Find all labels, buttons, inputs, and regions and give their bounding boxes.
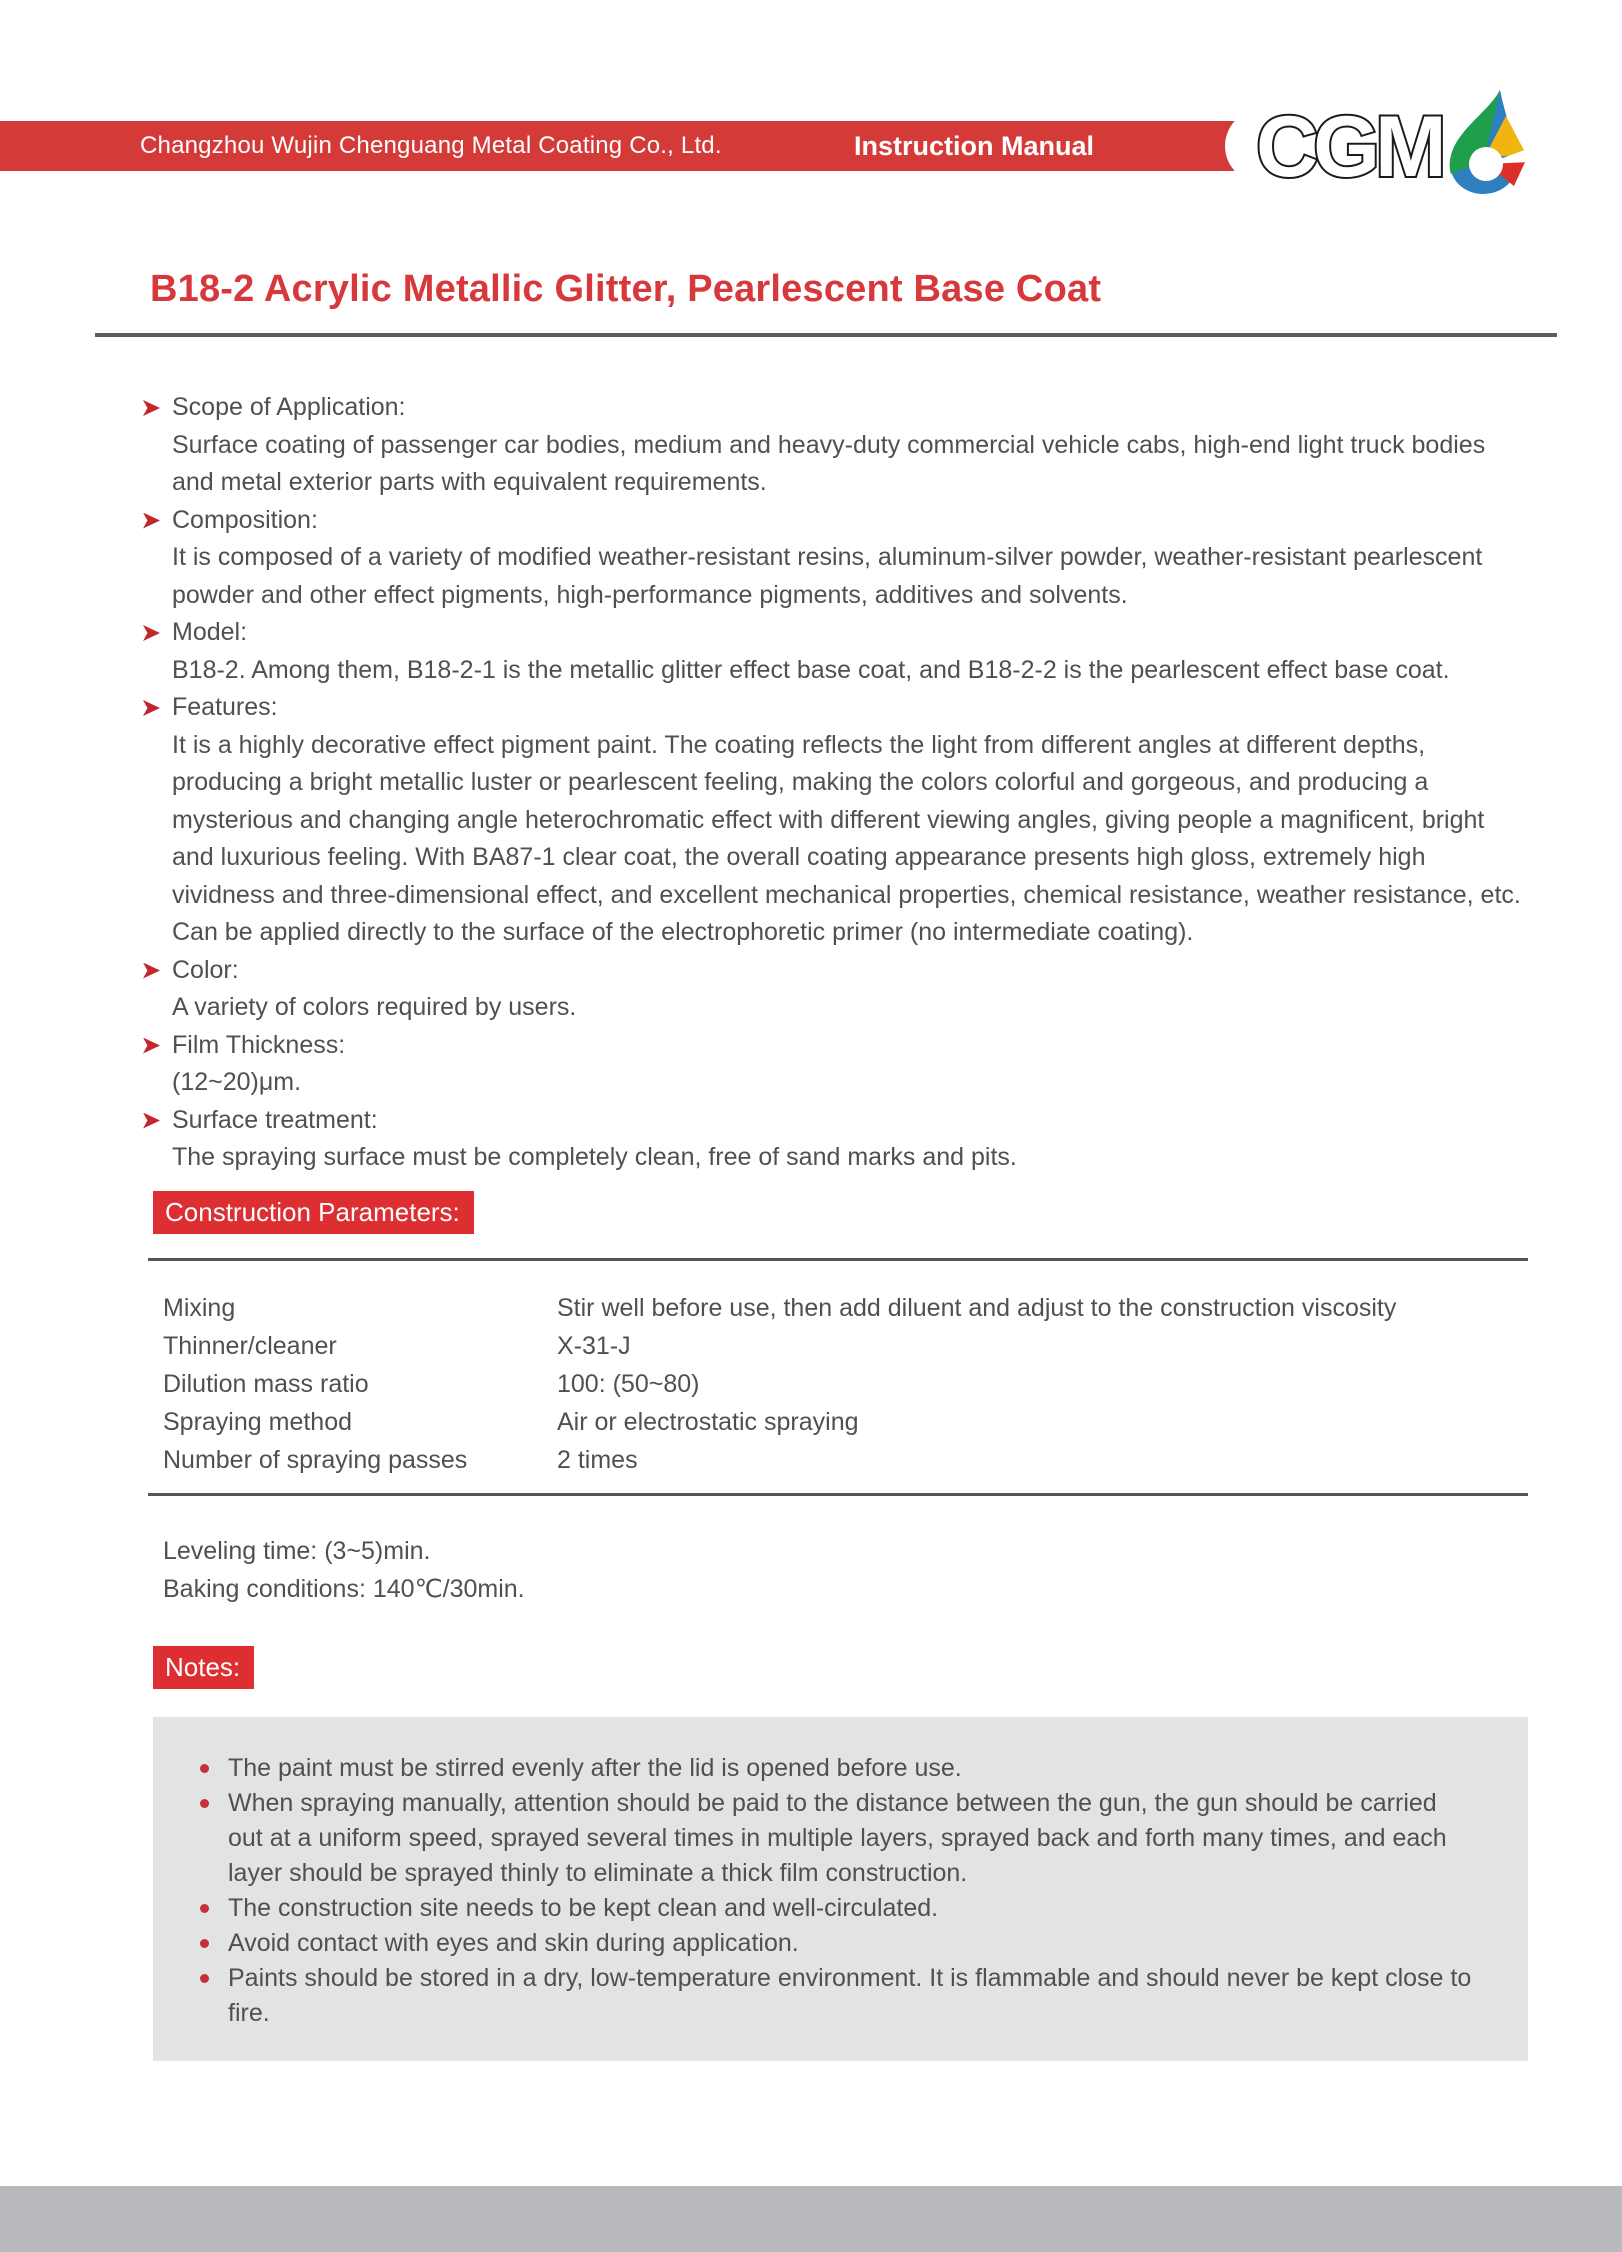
list-item (175, 1786, 1473, 1891)
arrow-bullet-icon (143, 963, 160, 979)
notes-badge: Notes: (153, 1646, 254, 1689)
spec-heading (143, 389, 1528, 427)
param-value: 100: (50~80) (557, 1369, 700, 1398)
param-label: Number of spraying passes (163, 1445, 468, 1474)
spec-heading-label: Features: (172, 693, 278, 721)
table-row (163, 1365, 1622, 1403)
spec-item-surface-treatment (143, 1102, 1528, 1177)
list-item (175, 1961, 1473, 2031)
param-label: Spraying method (163, 1407, 353, 1436)
notes-list (175, 1751, 1473, 2031)
arrow-bullet-icon (143, 700, 160, 716)
company-name: Changzhou Wujin Chenguang Metal Coating Co., Ltd. (140, 132, 722, 159)
param-value: 2 times (557, 1445, 638, 1474)
doc-type-label: Instruction Manual (853, 131, 1094, 161)
parameters-table (163, 1289, 1622, 1479)
dot-bullet-icon (200, 1939, 209, 1948)
construction-parameters-badge: Construction Parameters: (153, 1191, 474, 1234)
header-banner (0, 121, 1262, 171)
spec-body: The spraying surface must be completely clean, free of sand marks and pits. (172, 1143, 1017, 1171)
baking-conditions-note: Baking conditions: 140℃/30min. (163, 1574, 525, 1603)
spec-item-composition (143, 502, 1528, 615)
spec-body: Surface coating of passenger car bodies, medium and heavy-duty commercial vehicle cabs, high-end light truck bodies and metal exterior parts with equivalent requirements. (172, 430, 1486, 496)
logo-letters: CGM (1256, 99, 1442, 195)
spec-body: It is composed of a variety of modified weather-resistant resins, aluminum-silver powder, weather-resistant pearlescent powder and other effect pigments, high-performance pigments, additives and solvents. (172, 543, 1483, 609)
spec-heading (143, 502, 1528, 540)
spec-heading (143, 614, 1528, 652)
cgmc-logo (1256, 88, 1536, 198)
arrow-bullet-icon (143, 1038, 160, 1054)
param-value: X-31-J (557, 1331, 631, 1360)
table-row (163, 1327, 1622, 1365)
main-content (0, 268, 1622, 2061)
table-bottom-rule (148, 1493, 1528, 1496)
notes-panel (153, 1717, 1528, 2061)
spec-body: It is a highly decorative effect pigment paint. The coating reflects the light from different angles at different depths, producing a bright metallic luster or pearlescent feeling, making the colors colorful and gorgeous, and producing a mysterious and changing angle heterochromatic effect with different viewing angles, giving people a magnificent, bright and luxurious feeling. With BA87-1 clear coat, the overall coating appearance presents high gloss, extremely high vividness and three-dimensional effect, and excellent mechanical properties, chemical resistance, weather resistance, etc. Can be applied directly to the surface of the electrophoretic primer (no intermediate coating). (172, 730, 1521, 946)
table-top-rule (148, 1258, 1528, 1261)
footer-bar (0, 2186, 1622, 2252)
dot-bullet-icon (200, 1974, 209, 1983)
spec-heading (143, 1027, 1528, 1065)
cgmc-logo-graphic (1256, 88, 1536, 198)
note-text: Paints should be stored in a dry, low-temperature environment. It is flammable and should never be kept close to fire. (228, 1963, 1472, 2027)
arrow-bullet-icon (143, 400, 160, 416)
list-item (175, 1926, 1473, 1961)
arrow-bullet-icon (143, 513, 160, 529)
param-label: Thinner/cleaner (163, 1331, 337, 1360)
list-item (175, 1751, 1473, 1786)
notes-badge-wrap (0, 1632, 1622, 1689)
param-label: Mixing (163, 1293, 236, 1322)
spec-heading-label: Model: (172, 618, 248, 646)
table-row (163, 1403, 1622, 1441)
spec-item-model (143, 614, 1528, 689)
note-text: Avoid contact with eyes and skin during application. (228, 1928, 799, 1957)
param-value: Air or electrostatic spraying (557, 1407, 859, 1436)
note-text: The construction site needs to be kept clean and well-circulated. (228, 1893, 939, 1922)
table-row (163, 1289, 1622, 1327)
droplet-icon (1450, 90, 1530, 194)
note-text: The paint must be stirred evenly after the lid is opened before use. (228, 1753, 962, 1782)
arrow-bullet-icon (143, 625, 160, 641)
spec-heading (143, 689, 1528, 727)
spec-heading (143, 1102, 1528, 1140)
spec-body: (12~20)μm. (172, 1068, 302, 1096)
table-row (163, 1441, 1622, 1479)
spec-body: A variety of colors required by users. (172, 993, 577, 1021)
spec-heading-label: Scope of Application: (172, 393, 406, 421)
page-title: B18-2 Acrylic Metallic Glitter, Pearlescent Base Coat (150, 268, 1102, 310)
spec-heading (143, 952, 1528, 990)
list-item (175, 1891, 1473, 1926)
spec-heading-label: Color: (172, 955, 239, 984)
dot-bullet-icon (200, 1904, 209, 1913)
spec-item-scope (143, 389, 1528, 502)
note-text: When spraying manually, attention should be paid to the distance between the gun, the gun should be carried out at a uniform speed, sprayed several times in multiple layers, sprayed back and forth many times, and each layer should be sprayed thinly to eliminate a thick film construction. (228, 1788, 1447, 1887)
dot-bullet-icon (200, 1799, 209, 1808)
spec-heading-label: Surface treatment: (172, 1105, 378, 1134)
leveling-time-note: Leveling time: (3~5)min. (163, 1536, 431, 1565)
dot-bullet-icon (200, 1764, 209, 1773)
table-footnotes (163, 1532, 1622, 1608)
spec-heading-label: Film Thickness: (172, 1030, 346, 1059)
spec-body: B18-2. Among them, B18-2-1 is the metallic glitter effect base coat, and B18-2-2 is the pearlescent effect base coat. (172, 655, 1450, 684)
spec-item-color (143, 952, 1528, 1027)
title-divider (95, 333, 1557, 337)
arrow-bullet-icon (143, 1113, 160, 1129)
param-label: Dilution mass ratio (163, 1369, 369, 1398)
spec-item-features (143, 689, 1528, 952)
page-header (0, 0, 1622, 200)
param-value: Stir well before use, then add diluent and adjust to the construction viscosity (557, 1293, 1397, 1322)
spec-heading-label: Composition: (172, 505, 318, 534)
spec-item-film-thickness (143, 1027, 1528, 1102)
spec-list (143, 389, 1528, 1177)
